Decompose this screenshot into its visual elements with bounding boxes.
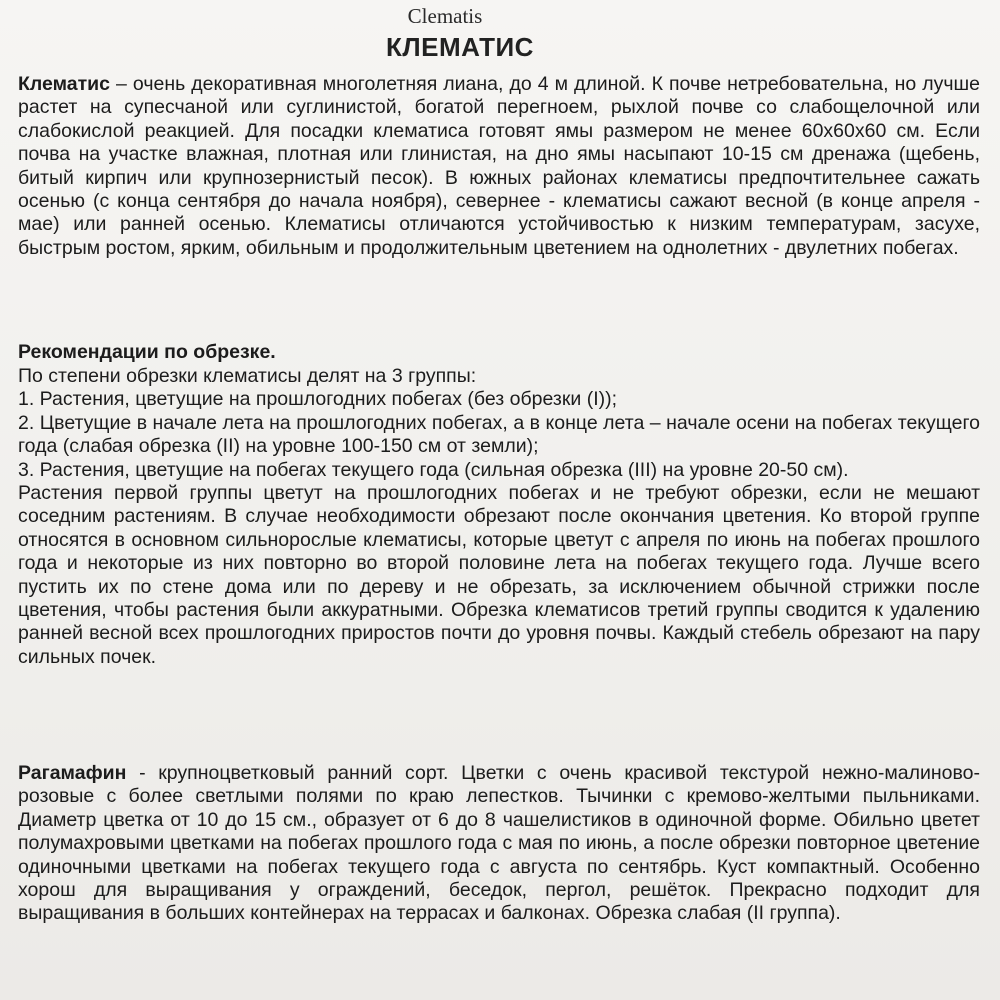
- intro-term: Клематис: [18, 73, 111, 95]
- pruning-group-1: 1. Растения, цветущие на прошлогодних побегах (без обрезки (I));: [18, 388, 618, 411]
- latin-name: Clematis: [407, 4, 483, 28]
- variety-paragraph: [18, 762, 980, 926]
- intro-paragraph: [18, 73, 980, 260]
- pruning-lead: По степени обрезки клематисы делят на 3 группы:: [18, 365, 477, 387]
- pruning-group-3: 3. Растения, цветущие на побегах текущего года (сильная обрезка (III) на уровне 20-50 см).: [18, 458, 849, 481]
- pruning-group-2: 2. Цветущие в начале лета на прошлогодних побегах, а в конце лета – начале осени на побегах текущего года (слабая обрезка (II) на уровне 100-150 см от земли);: [18, 411, 980, 458]
- variety-text: - крупноцветковый ранний сорт. Цветки с очень красивой текстурой нежно-малиново-розовые с более светлыми полями по краю лепестков. Тычинки с кремово-желтыми пыльниками. Диаметр цветка от 10 до 15 см., образует от 6 до 8 чашелистиков в одиночной форме. Обильно цветет полумахровыми цветками на побегах прошлого года с мая по июнь, а после обрезки повторное цветение одиночными цветками на побегах текущего года с августа по сентябрь. Куст компактный. Особенно хорош для выращивания у ограждений, беседок, пергол, решёток. Прекрасно подходит для выращивания в больших контейнерах на террасах и балконах. Обрезка слабая (II группа).: [18, 762, 980, 925]
- pruning-heading: Рекомендации по обрезке.: [18, 341, 276, 363]
- variety-name: Рагамафин: [18, 762, 127, 784]
- intro-text: – очень декоративная многолетняя лиана, до 4 м длиной. К почве нетребовательна, но лучше растет на супесчаной или суглинистой, богатой перегноем, рыхлой почве со слабощелочной или слабокислой реакцией. Для посадки клематиса готовят ямы размером не менее 60х60х60 см. Если почва на участке влажная, плотная или глинистая, на дно ямы насыпают 10-15 см дренажа (щебень, битый кирпич или крупнозернистый песок). В южных районах клематисы предпочтительнее сажать осенью (с конца сентября до начала ноября), севернее - клематисы сажают весной (в конце апреля - мае) или ранней осенью. Клематисы отличаются устойчивостью к низким температурам, засухе, быстрым ростом, ярким, обильным и продолжительным цветением на однолетних - двулетних побегах.: [18, 73, 980, 259]
- pruning-section: [18, 365, 980, 669]
- page-title: КЛЕМАТИС: [386, 32, 534, 62]
- pruning-details: Растения первой группы цветут на прошлогодних побегах и не требуют обрезки, если не мешают соседним растениям. В случае необходимости обрезают после окончания цветения. Ко второй группе относятся в основном сильнорослые клематисы, которые цветут с апреля по июнь на побегах прошлого года и некоторые из них повторно во второй половине лета на побегах текущего года. Лучше всего пустить их по стене дома или по дереву и не обрезать, за исключением обычной стрижки после цветения, чтобы растения были аккуратными. Обрезка клематисов третий группы сводится к удалению ранней весной всех прошлогодних приростов почти до уровня почвы. Каждый стебель обрезают на пару сильных почек.: [18, 482, 980, 668]
